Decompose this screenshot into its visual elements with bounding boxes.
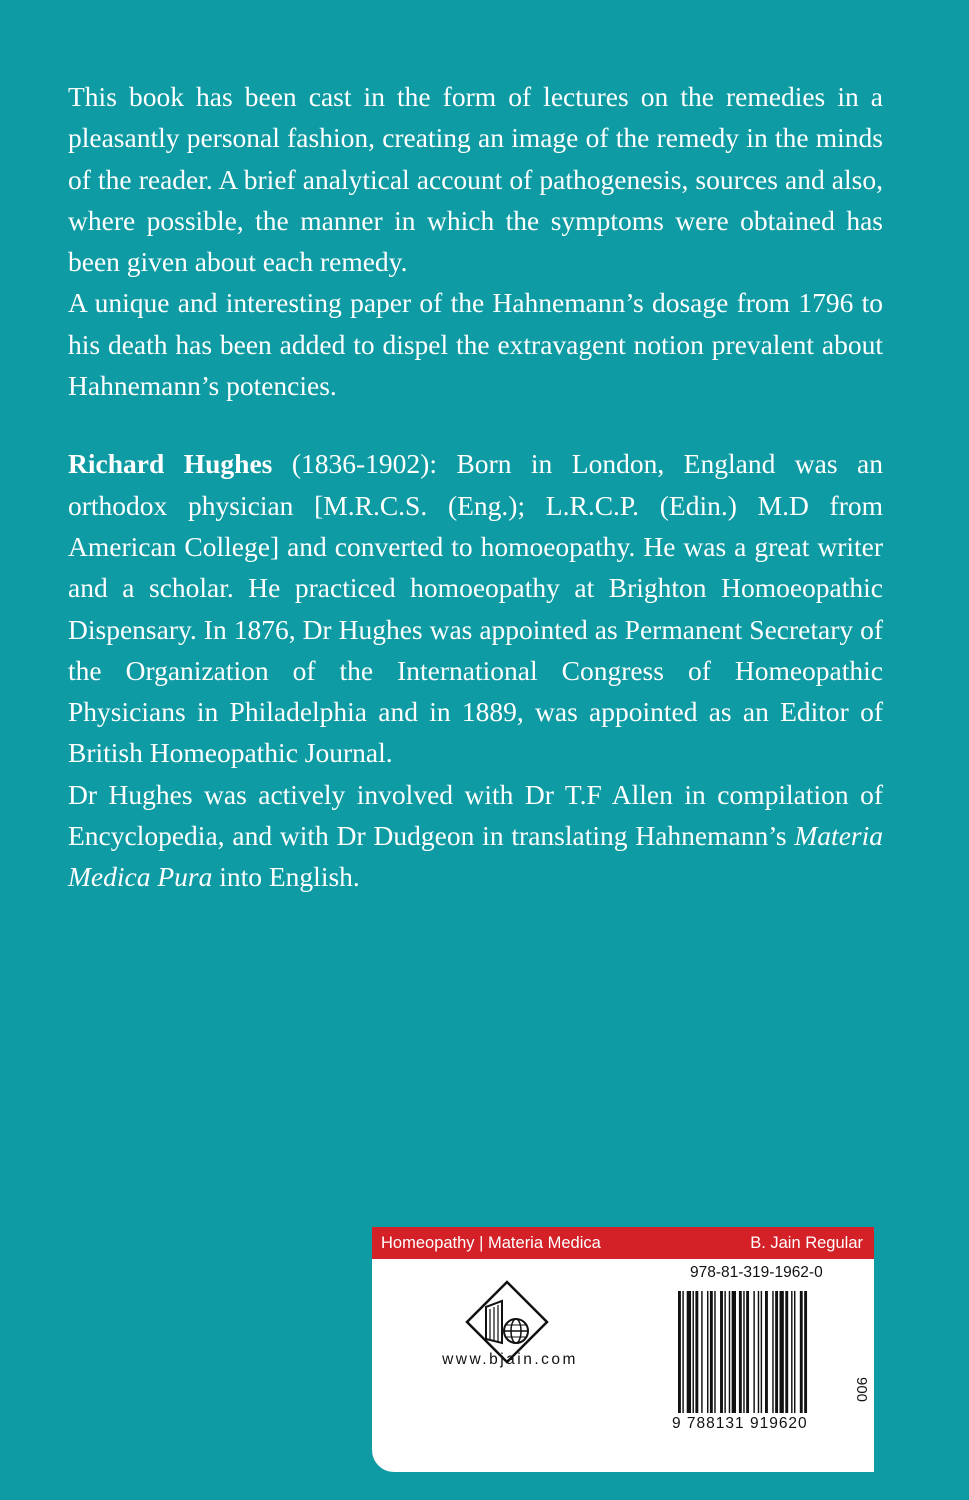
- description-paragraph: This book has been cast in the form of lectures on the remedies in a pleasantly personal fashion, creating an image of the remedy in the minds of the reader. A brief analytical account of pathogenesis, sources and also, where possible, the manner in which the symptoms were obtained has been given about each remedy.: [68, 81, 883, 278]
- paragraph-gap: [68, 406, 883, 443]
- barcode-icon: [678, 1291, 844, 1413]
- author-works-text: Dr Hughes was actively involved with Dr T.F Allen in compilation of Encyclopedia, and with Dr Dudgeon in translating Hahnemann’s: [68, 778, 883, 852]
- author-bio-paragraph: [68, 443, 883, 773]
- author-works-end: into English.: [212, 861, 360, 893]
- author-name: Richard Hughes: [68, 448, 273, 480]
- author-works-paragraph: [68, 774, 883, 898]
- category-text: Homeopathy | Materia Medica: [381, 1234, 601, 1252]
- book-title-italic: Materia Medica Pura: [68, 820, 883, 893]
- isbn-text: 978-81-319-1962-0: [690, 1264, 823, 1281]
- barcode-digits: 9 788131 919620: [672, 1415, 808, 1432]
- series-text: B. Jain Regular: [750, 1234, 863, 1252]
- author-bio-text: (1836-1902): Born in London, England was an orthodox physician [M.R.C.S. (Eng.); L.R.C.P. (Edin.) M.D from American College] and converted to homoeopathy. He was a great writer and a scholar. He practiced homoeopathy at Brighton Homoeopathic Dispensary. In 1876, Dr Hughes was appointed as Permanent Secretary of the Organization of the International Congress of Homeopathic Physicians in Philadelphia and in 1889, was appointed as an Editor of British Homeopathic Journal.: [68, 448, 884, 769]
- back-cover-text: [68, 76, 883, 898]
- website-text: www.bjain.com: [442, 1351, 578, 1368]
- publisher-label: [372, 1227, 874, 1472]
- price-code: 900: [853, 1377, 870, 1403]
- dosage-paper-paragraph: A unique and interesting paper of the Hahnemann’s dosage from 1796 to his death has been added to dispel the extravagent notion prevalent about Hahnemann’s potencies.: [68, 287, 883, 402]
- label-header-bar: [372, 1227, 874, 1259]
